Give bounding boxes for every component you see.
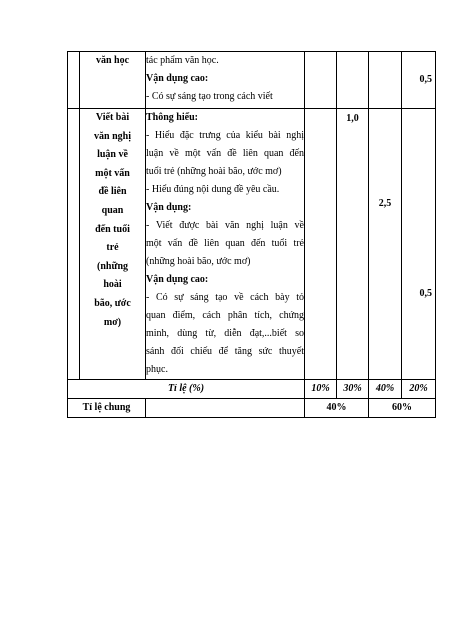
blank-cell [146, 399, 305, 418]
ti-le-chung-label: Tỉ lệ chung [82, 402, 131, 413]
description-line: phục. [146, 364, 168, 375]
description-line: - Có sự sáng tạo về cách bày tỏ [146, 292, 304, 303]
description-line: tác phẩm văn học. [146, 55, 219, 66]
score-value: 2,5 [378, 198, 392, 209]
chung-cell [305, 399, 369, 418]
score-cell-vd [369, 52, 402, 109]
description-line: quan điểm, cách phân tích, chứng [146, 310, 304, 321]
pct-cell [305, 380, 337, 399]
table-row [68, 380, 436, 399]
score-value: 0,5 [419, 74, 432, 85]
pct-value: 20% [409, 383, 428, 394]
pct-cell [369, 380, 402, 399]
description-cell [146, 52, 305, 109]
topic-line: (những [96, 260, 128, 272]
topic-line: mơ) [103, 316, 122, 328]
ti-le-label-cell [68, 380, 305, 399]
score-cell-vdc [402, 52, 436, 109]
level-heading: Thông hiểu: [146, 112, 198, 123]
pct-cell [337, 380, 369, 399]
level-heading: Vận dụng: [146, 202, 192, 213]
topic-line: bão, ước [94, 297, 131, 309]
topic-line: văn nghị [94, 130, 131, 142]
pct-value: 10% [311, 383, 330, 394]
score-value: 1,0 [346, 113, 359, 124]
score-value: 0,5 [419, 288, 432, 299]
blank-cell [68, 109, 80, 380]
score-cell-th [337, 52, 369, 109]
level-heading: Vận dụng cao: [146, 73, 209, 84]
ti-le-label: Tỉ lệ (%) [167, 383, 205, 394]
level-heading: Vận dụng cao: [146, 274, 209, 285]
pct-cell [402, 380, 436, 399]
ti-le-chung-label-cell [68, 399, 146, 418]
blank-cell [68, 52, 80, 109]
pct-value: 40% [375, 383, 395, 394]
topic-line: một vấn [95, 167, 130, 179]
chung-cell [369, 399, 436, 418]
description-line: sánh đối chiếu để tăng sức thuyết [146, 346, 304, 357]
description-line: - Hiểu đặc trưng của kiểu bài nghị [146, 130, 304, 141]
topic-line: luận về [97, 149, 128, 161]
table-row [68, 399, 436, 418]
topic-line: quan [101, 204, 124, 216]
chung-value: 40% [326, 402, 347, 413]
topic-line: trẻ [106, 242, 119, 254]
table-row [68, 52, 436, 109]
description-line: - Hiểu đúng nội dung đề yêu cầu. [146, 184, 280, 195]
description-line: - Có sự sáng tạo trong cách viết [146, 91, 273, 102]
description-line: luận về một vấn đề liên quan đến [146, 148, 304, 159]
score-cell-nb [305, 109, 337, 380]
topic-line: đề liên [98, 186, 127, 198]
score-cell-nb [305, 52, 337, 109]
exam-matrix-table [67, 51, 436, 418]
score-cell-vdc [402, 109, 436, 380]
topic-cell [80, 109, 146, 380]
topic-line: hoài [103, 279, 122, 291]
topic-line: đến tuổi [95, 223, 130, 235]
topic-label: văn học [95, 55, 130, 66]
table-row [68, 109, 436, 380]
description-cell [146, 109, 305, 380]
topic-line: Viết bài [95, 112, 130, 123]
pct-value: 30% [343, 383, 362, 394]
score-cell-vd [369, 109, 402, 380]
chung-value: 60% [392, 402, 412, 413]
description-line: - Viết được bài văn nghị luận về [146, 220, 304, 231]
description-line: minh, dùng từ, diễn đạt,...biết so [146, 328, 304, 339]
topic-cell [80, 52, 146, 109]
description-line: một vấn đề liên quan đến tuổi trẻ [146, 238, 304, 249]
description-line: tuổi trẻ (những hoài bão, ước mơ) [146, 166, 282, 177]
score-cell-th [337, 109, 369, 380]
description-line: (những hoài bão, ước mơ) [146, 256, 251, 267]
